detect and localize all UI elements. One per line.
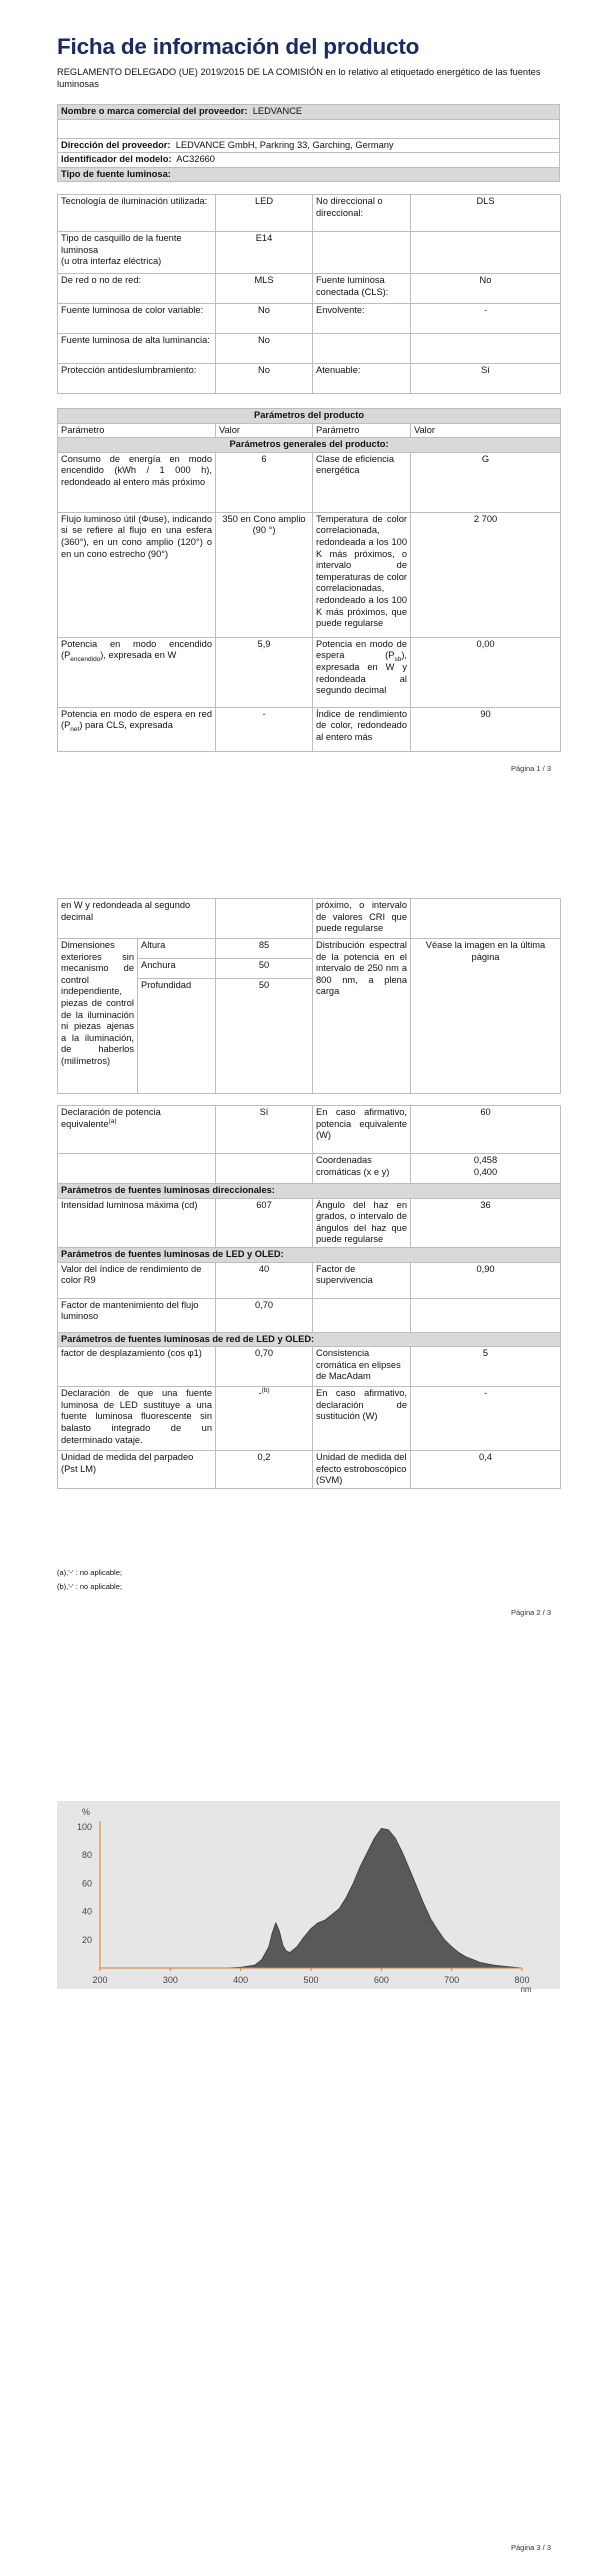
table-cell: 90	[411, 707, 561, 751]
continuation-table	[57, 898, 561, 939]
page-title: Ficha de información del producto	[57, 34, 420, 59]
table-cell	[216, 899, 313, 939]
table-cell	[313, 334, 411, 364]
y-tick-label: 60	[81, 1878, 92, 1889]
eq-power-label: Declaración de potencia equivalente$^{(a)}$	[58, 1106, 216, 1154]
table-cell: en W y redondeada al segundo decimal	[58, 899, 216, 939]
table-cell: MLS	[216, 274, 313, 304]
table-cell: -	[411, 1387, 561, 1451]
table-cell: factor de desplazamiento (cos φ1)	[58, 1347, 216, 1387]
table-cell: 5	[411, 1347, 561, 1387]
x-tick-label: 500	[303, 1975, 319, 1985]
net-heading: Parámetros de fuentes luminosas de red de LED y OLED:	[58, 1332, 561, 1347]
table-cell: Parámetro	[58, 423, 216, 438]
spd-label: Distribución espectral de la potencia en el intervalo de 250 nm a 800 nm, a plena carga	[313, 939, 411, 1094]
page-number: Página 3 / 3	[510, 2543, 551, 2552]
table-cell: Tecnología de iluminación utilizada:	[58, 195, 216, 232]
table-cell: 0,458 0,400	[411, 1154, 561, 1184]
table-cell	[411, 232, 561, 274]
on-mode-power-label: Potencia en modo encendido $(P_{encendido})$, expresada en W	[58, 637, 216, 707]
table-cell: Fuente luminosa de color variable:	[58, 304, 216, 334]
table-cell: LED	[216, 195, 313, 232]
source-type-table	[57, 194, 561, 394]
table-cell: Tipo de casquillo de la fuente luminosa (u otra interfaz eléctrica)	[58, 232, 216, 274]
net-standby-label: Potencia en modo de espera en red $(P_{net})$ para CLS, expresada	[58, 707, 216, 751]
table-cell: Intensidad luminosa máxima (cd)	[58, 1198, 216, 1247]
product-params-table	[57, 408, 561, 752]
table-cell: Factor de mantenimiento del flujo luminoso	[58, 1298, 216, 1332]
supplier-name-row: Nombre o marca comercial del proveedor: LEDVANCE	[58, 105, 560, 120]
table-cell: Sí	[216, 1106, 313, 1154]
table-cell: No	[411, 274, 561, 304]
table-cell: 60	[411, 1106, 561, 1154]
table-cell: De red o no de red:	[58, 274, 216, 304]
table-cell	[313, 232, 411, 274]
table-cell: Valor	[411, 423, 561, 438]
table-cell	[216, 1154, 313, 1184]
table-cell: En caso afirmativo, potencia equivalente (W)	[313, 1106, 411, 1154]
page-number: Página 2 / 3	[510, 1608, 551, 1617]
table-cell: -$^{(b)}$	[216, 1387, 313, 1451]
y-axis-label: %	[81, 1807, 91, 1817]
x-axis-label: nm	[520, 1985, 532, 1994]
table-cell: Altura	[138, 939, 216, 959]
dimensions-table	[57, 938, 561, 1094]
table-cell: 5,9	[216, 637, 313, 707]
table-cell: Unidad de medida del parpadeo (Pst LM)	[58, 1451, 216, 1489]
x-tick-label: 700	[444, 1975, 460, 1985]
table-cell: 36	[411, 1198, 561, 1247]
y-tick-label: 80	[81, 1850, 92, 1861]
table-cell	[411, 1298, 561, 1332]
spectral-chart	[0, 1765, 603, 2285]
model-row: Identificador del modelo: AC32660	[58, 153, 560, 168]
table-cell	[58, 119, 560, 138]
directional-heading: Parámetros de fuentes luminosas direccionales:	[58, 1184, 561, 1199]
dimensions-label: Dimensiones exteriores sin mecanismo de control independiente, piezas de control de la iluminación ni piezas ajenas a la iluminación, de haberlos (milímetros)	[58, 939, 138, 1094]
flux-label: Flujo luminoso útil (Φuse), indicando si se refiere al flujo en una esfera (360°), en un cono amplio (120°) o en un cono estrecho (90°)	[58, 512, 216, 637]
x-tick-label: 400	[233, 1975, 249, 1985]
footnote-a: (a),'-' : no aplicable;	[57, 1568, 122, 1577]
table-cell: No direccional o direccional:	[313, 195, 411, 232]
table-cell: Declaración de que una fuente luminosa de LED sustituye a una fuente luminosa fluorescente sin balasto integrado de un determinado vataje.	[58, 1387, 216, 1451]
table-cell: No	[216, 304, 313, 334]
regulation-text: REGLAMENTO DELEGADO (UE) 2019/2015 DE LA COMISIÓN en lo relativo al etiquetado energético de las fuentes luminosas	[57, 67, 541, 89]
table-cell: Consistencia cromática en elipses de MacAdam	[313, 1347, 411, 1387]
table-cell	[58, 1154, 216, 1184]
page-number: Página 1 / 3	[510, 764, 551, 773]
table-cell: 40	[216, 1262, 313, 1298]
table-cell: -	[216, 707, 313, 751]
table-cell: 0,2	[216, 1451, 313, 1489]
table-cell: Profundidad	[138, 979, 216, 1094]
table-cell: Índice de rendimiento de color, redondeado al entero más	[313, 707, 411, 751]
table-cell: 50	[216, 959, 313, 979]
table-cell: Fuente luminosa conectada (CLS):	[313, 274, 411, 304]
y-tick-label: 40	[81, 1906, 92, 1917]
table-cell: Parámetro	[313, 423, 411, 438]
table-cell: Valor del índice de rendimiento de color R9	[58, 1262, 216, 1298]
table-cell: 0,70	[216, 1347, 313, 1387]
x-tick-label: 300	[162, 1975, 178, 1985]
general-params-heading: Parámetros generales del producto:	[58, 438, 561, 453]
table-cell: Envolvente:	[313, 304, 411, 334]
table-cell: En caso afirmativo, declaración de sustitución (W)	[313, 1387, 411, 1451]
supplier-info-table	[57, 104, 560, 182]
table-cell	[411, 899, 561, 939]
equivalent-power-table	[57, 1105, 561, 1489]
table-cell: -	[411, 304, 561, 334]
table-cell: Clase de eficiencia energética	[313, 452, 411, 512]
table-cell: Anchura	[138, 959, 216, 979]
source-type-heading: Tipo de fuente luminosa:	[58, 167, 560, 182]
supplier-table	[57, 66, 560, 91]
table-cell	[411, 334, 561, 364]
table-cell: 607	[216, 1198, 313, 1247]
x-tick-label: 200	[92, 1975, 108, 1985]
table-cell: próximo, o intervalo de valores CRI que puede regularse	[313, 899, 411, 939]
table-cell: 0,00	[411, 637, 561, 707]
x-tick-label: 600	[373, 1975, 389, 1985]
table-cell: Sí	[411, 364, 561, 394]
table-cell: Consumo de energía en modo encendido (kWh / 1 000 h), redondeado al entero más próximo	[58, 452, 216, 512]
table-cell: E14	[216, 232, 313, 274]
table-cell: DLS	[411, 195, 561, 232]
page-1	[0, 0, 603, 790]
table-cell: 85	[216, 939, 313, 959]
table-cell: 0,90	[411, 1262, 561, 1298]
standby-power-label: Potencia en modo de espera $(P_{sb})$, expresada en W y redondeada al segundo decimal	[313, 637, 411, 707]
table-cell: 2 700	[411, 512, 561, 637]
y-tick-label: 100	[76, 1822, 92, 1832]
led-heading: Parámetros de fuentes luminosas de LED y OLED:	[58, 1247, 561, 1262]
table-cell: 6	[216, 452, 313, 512]
table-cell: Fuente luminosa de alta luminancia:	[58, 334, 216, 364]
supplier-address-row: Dirección del proveedor: LEDVANCE GmbH, Parkring 33, Garching, Germany	[58, 138, 560, 153]
table-cell: Factor de supervivencia	[313, 1262, 411, 1298]
table-cell: 0,4	[411, 1451, 561, 1489]
table-cell: 50	[216, 979, 313, 1094]
table-cell: No	[216, 334, 313, 364]
y-tick-label: 20	[81, 1934, 92, 1945]
table-cell	[313, 1298, 411, 1332]
table-cell: Coordenadas cromáticas (x e y)	[313, 1154, 411, 1184]
table-cell: Protección antideslumbramiento:	[58, 364, 216, 394]
table-cell: Temperatura de color correlacionada, redondeada a los 100 K más próximos, o intervalo de temperaturas de color correlacionadas, redondeado a los 100 K más próximos, que puede regularse	[313, 512, 411, 637]
table-cell: No	[216, 364, 313, 394]
table-cell: 350 en Cono amplio (90 °)	[216, 512, 313, 637]
footnote-b: (b),'-' : no aplicable;	[57, 1582, 122, 1591]
params-heading: Parámetros del producto	[58, 409, 561, 424]
table-cell: Valor	[216, 423, 313, 438]
spd-value: Véase la imagen en la última página	[411, 939, 561, 1094]
page-2	[0, 880, 603, 1750]
table-cell: Atenuable:	[313, 364, 411, 394]
table-cell: 0,70	[216, 1298, 313, 1332]
page-3	[0, 1765, 603, 2560]
table-cell: Unidad de medida del efecto estroboscópico (SVM)	[313, 1451, 411, 1489]
table-cell: G	[411, 452, 561, 512]
x-tick-label: 800	[514, 1975, 530, 1985]
table-cell: Ángulo del haz en grados, o intervalo de ángulos del haz que puede regularse	[313, 1198, 411, 1247]
